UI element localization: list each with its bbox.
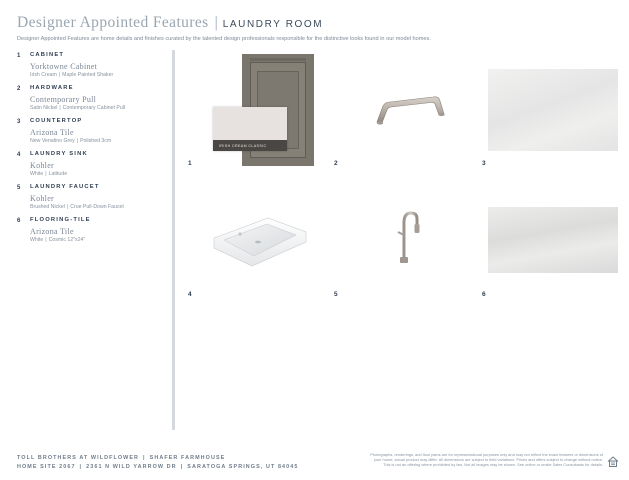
header-title-row xyxy=(17,14,617,32)
feature-name: Kohler xyxy=(30,194,55,203)
feature-category: FLOORING-TILE xyxy=(30,217,91,223)
detail-finish: White xyxy=(30,171,44,177)
room-title: LAUNDRY ROOM xyxy=(222,19,324,30)
flooring-tile-image xyxy=(488,207,618,273)
community-name: TOLL BROTHERS AT WILDFLOWER xyxy=(17,455,140,461)
vertical-divider xyxy=(172,50,175,430)
cabinet-color-swatch xyxy=(213,107,287,151)
feature-detail: White | Cosmic 12"x24" xyxy=(30,237,86,243)
detail-style: Contemporary Cabinet Pull xyxy=(62,105,126,111)
disclaimer-line: This is not an offering where prohibited by law. Not all images may be shown. See online or onsite Sales Consultants for details. xyxy=(383,462,603,467)
image-number: 4 xyxy=(188,291,192,298)
disclaimer-line: Photographs, renderings, and floor plans are for representational purposes only and may not reflect the exact features or dimensions of xyxy=(370,452,603,457)
feature-number: 3 xyxy=(17,119,21,125)
detail-finish: New Venatino Grey xyxy=(30,138,75,144)
street-address: 2361 N WILD YARROW DR xyxy=(86,464,177,470)
feature-detail: Irish Cream | Maple Painted Shaker xyxy=(30,72,114,78)
equal-housing-opportunity-icon xyxy=(607,455,619,467)
image-number: 2 xyxy=(334,160,338,167)
feature-detail: New Venatino Grey | Polished 3cm xyxy=(30,138,112,144)
feature-category: CABINET xyxy=(30,52,65,58)
feature-name: Yorktowne Cabinet xyxy=(30,62,98,71)
feature-name: Arizona Tile xyxy=(30,128,74,137)
feature-name: Kohler xyxy=(30,161,55,170)
detail-finish: White xyxy=(30,237,44,243)
image-number: 5 xyxy=(334,291,338,298)
detail-style: Cosmic 12"x24" xyxy=(48,237,86,243)
detail-style: Crue Pull-Down Faucet xyxy=(70,204,124,210)
laundry-sink-image xyxy=(212,212,308,268)
feature-item-laundry-faucet xyxy=(17,184,167,210)
legal-disclaimer xyxy=(319,452,603,467)
feature-name: Contemporary Pull xyxy=(30,95,97,104)
intro-text: Designer Appointed Features are home details and finishes curated by the talented design professionals responsible for the distinctive looks found in our model homes. xyxy=(17,36,431,42)
feature-detail: Brushed Nickel | Crue Pull-Down Faucet xyxy=(30,204,124,210)
swatch-label: IRISH CREAM CLASSIC xyxy=(213,140,287,151)
detail-style: Polished 3cm xyxy=(80,138,112,144)
detail-finish: Brushed Nickel xyxy=(30,204,65,210)
feature-number: 1 xyxy=(17,53,21,59)
image-number: 3 xyxy=(482,160,486,167)
image-number: 6 xyxy=(482,291,486,298)
feature-category: HARDWARE xyxy=(30,85,74,91)
model-name: SHAFER FARMHOUSE xyxy=(149,455,226,461)
laundry-faucet-image xyxy=(395,209,421,265)
feature-number: 4 xyxy=(17,152,21,158)
feature-detail: Satin Nickel | Contemporary Cabinet Pull xyxy=(30,105,126,111)
footer-community-info: TOLL BROTHERS AT WILDFLOWER | SHAFER FARMHOUSE HOME SITE 2067 | 2361 N WILD YARROW DR | SARATOGA SPRINGS, UT 84045 xyxy=(17,455,299,470)
detail-finish: Irish Cream xyxy=(30,72,57,78)
feature-detail: White | Latitude xyxy=(30,171,68,177)
feature-item-laundry-sink xyxy=(17,151,167,177)
feature-category: LAUNDRY FAUCET xyxy=(30,184,100,190)
detail-finish: Satin Nickel xyxy=(30,105,58,111)
home-site: HOME SITE 2067 xyxy=(17,464,76,470)
page-header xyxy=(17,14,617,42)
disclaimer-line: your home; actual product may differ. All dimensions are subject to field variations. Prices and offers subject to change without notice. xyxy=(373,457,603,462)
feature-number: 5 xyxy=(17,185,21,191)
image-number: 1 xyxy=(188,160,192,167)
feature-category: COUNTERTOP xyxy=(30,118,83,124)
feature-name: Arizona Tile xyxy=(30,227,74,236)
feature-item-flooring-tile xyxy=(17,217,167,243)
title-separator: | xyxy=(214,14,218,31)
feature-item-hardware xyxy=(17,85,167,111)
countertop-sample-image xyxy=(488,69,618,151)
feature-list xyxy=(17,52,167,250)
city-state-zip: SARATOGA SPRINGS, UT 84045 xyxy=(187,464,299,470)
detail-style: Latitude xyxy=(48,171,68,177)
page-title: Designer Appointed Features xyxy=(17,14,209,31)
feature-item-cabinet xyxy=(17,52,167,78)
cabinet-pull-image xyxy=(373,92,449,128)
feature-item-countertop xyxy=(17,118,167,144)
feature-category: LAUNDRY SINK xyxy=(30,151,88,157)
detail-style: Maple Painted Shaker xyxy=(62,72,114,78)
feature-number: 2 xyxy=(17,86,21,92)
page-footer xyxy=(17,454,617,472)
feature-number: 6 xyxy=(17,218,21,224)
